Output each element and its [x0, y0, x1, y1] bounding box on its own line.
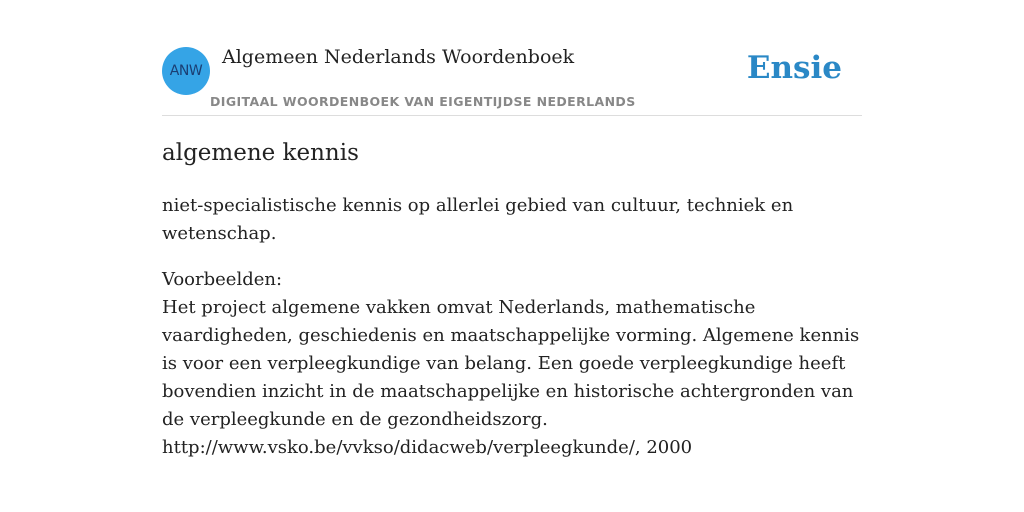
source-title[interactable]: Algemeen Nederlands Woordenboek [222, 46, 575, 68]
example-source: http://www.vsko.be/vvkso/didacweb/verpleegkunde/, 2000 [162, 437, 693, 458]
ensie-logo-link[interactable]: Ensie [746, 50, 842, 86]
source-subtitle: DIGITAAL WOORDENBOEK VAN EIGENTIJDSE NEDERLANDS [210, 94, 636, 109]
examples-section [162, 266, 867, 462]
source-header [162, 0, 862, 116]
entry-page [162, 0, 862, 458]
examples-label: Voorbeelden: [162, 269, 283, 290]
example-text: Het project algemene vakken omvat Nederlands, mathematische vaardigheden, geschiedenis en maatschappelijke vorming. Algemene kennis is voor een verpleegkundige van belang. Een goede verpleegkundige heeft bovendien inzicht in de maatschappelijke en historische achtergronden van de verpleegkunde en de gezondheidszorg. [162, 297, 860, 430]
logo-text: ANW [169, 63, 203, 79]
anw-logo[interactable] [162, 47, 210, 95]
entry-term: algemene kennis [162, 140, 359, 166]
entry-definition: niet-specialistische kennis op allerlei gebied van cultuur, techniek en wetenschap. [162, 195, 794, 244]
